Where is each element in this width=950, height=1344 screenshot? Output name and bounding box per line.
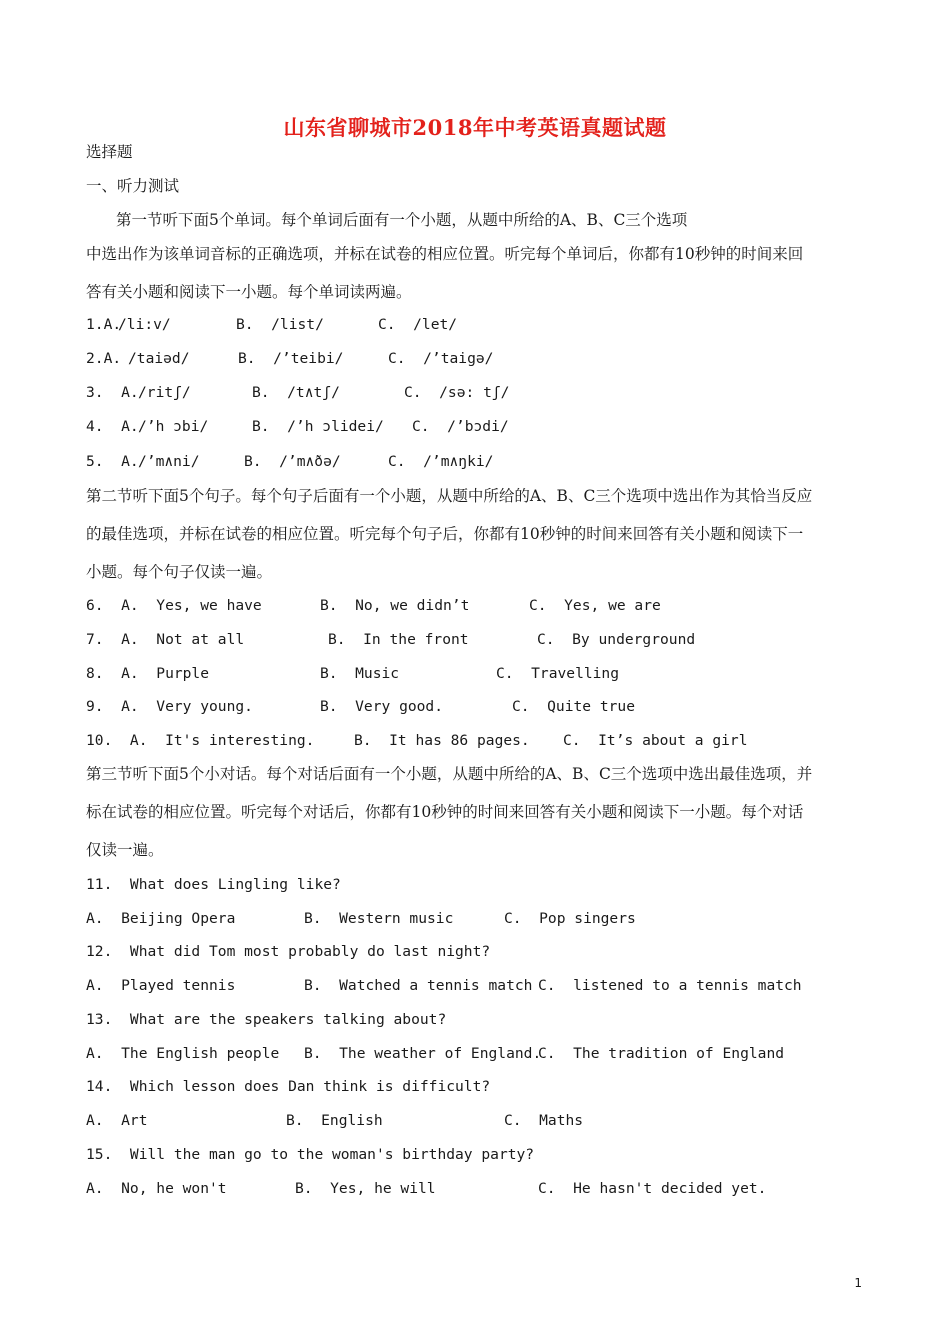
- option-c: C. /’bɔdi/: [412, 418, 509, 435]
- option-c: C. /let/: [378, 316, 458, 333]
- option-a: 9. A. Very young.: [86, 698, 253, 715]
- option-c: C. He hasn't decided yet.: [538, 1180, 767, 1197]
- document-title: 山东省聊城市2018年中考英语真题试题: [283, 115, 667, 140]
- section3-instruction-line1: 第三节听下面5个小对话。每个对话后面有一个小题，从题中所给的A、B、C三个选项中选出最佳选项，并: [86, 765, 813, 783]
- option-c: C. By underground: [537, 631, 696, 648]
- option-a: A. The English people: [86, 1045, 280, 1062]
- option-a: A. Art: [86, 1112, 148, 1129]
- option-a: 6. A. Yes, we have: [86, 597, 262, 614]
- question-row: [86, 349, 494, 369]
- option-c: C. listened to a tennis match: [538, 977, 802, 994]
- option-c: C. Yes, we are: [529, 597, 661, 614]
- option-a: A. Played tennis: [86, 977, 236, 994]
- question-row: [86, 452, 494, 472]
- question-number: 1.A.: [86, 316, 122, 333]
- question-row: [86, 383, 510, 403]
- section-label: 选择题: [86, 143, 133, 161]
- option-c: C. Travelling: [496, 665, 620, 682]
- option-c: C. /sə: tʃ/: [404, 384, 510, 401]
- section3-instruction-line3: 仅读一遍。: [86, 841, 164, 859]
- option-a: 8. A. Purple: [86, 665, 210, 682]
- question-row: [86, 630, 696, 650]
- question-row: [86, 315, 458, 335]
- option-a: /li:v/: [118, 316, 171, 333]
- question-text: 12. What did Tom most probably do last night?: [86, 943, 491, 960]
- option-b: B. Music: [320, 665, 400, 682]
- option-b: B. /list/: [236, 316, 324, 333]
- question-options: [86, 1111, 584, 1131]
- option-b: B. /t∧tʃ/: [252, 384, 340, 401]
- question-stem: [86, 1145, 535, 1165]
- question-number: 3. A.: [86, 384, 139, 401]
- question-row: [86, 417, 509, 437]
- option-b: B. Watched a tennis match: [304, 977, 533, 994]
- question-number: 4. A.: [86, 418, 139, 435]
- question-row: [86, 697, 636, 717]
- question-stem: [86, 1010, 447, 1030]
- option-b: B. /’h ɔlidei/: [252, 418, 384, 435]
- question-row: [86, 596, 661, 616]
- option-b: B. /’m∧ðə/: [244, 453, 341, 470]
- option-b: B. Yes, he will: [295, 1180, 436, 1197]
- question-number: 5. A.: [86, 453, 139, 470]
- question-text: 11. What does Lingling like?: [86, 876, 341, 893]
- question-number: 2.A.: [86, 350, 122, 367]
- option-b: B. In the front: [328, 631, 469, 648]
- option-c: C. /’m∧ŋki/: [388, 453, 494, 470]
- option-a: /’h ɔbi/: [138, 418, 209, 435]
- question-text: 14. Which lesson does Dan think is difficult?: [86, 1078, 491, 1095]
- option-c: C. Quite true: [512, 698, 636, 715]
- option-a: /taiəd/: [128, 350, 190, 367]
- option-b: B. /’teibi/: [238, 350, 344, 367]
- option-a: /ritʃ/: [138, 384, 191, 401]
- section1-instruction-line3: 答有关小题和阅读下一小题。每个单词读两遍。: [86, 283, 412, 301]
- question-options: [86, 909, 636, 929]
- question-text: 13. What are the speakers talking about?: [86, 1011, 447, 1028]
- option-c: C. It’s about a girl: [563, 732, 748, 749]
- section3-instruction-line2: 标在试卷的相应位置。听完每个对话后，你都有10秒钟的时间来回答有关小题和阅读下一小题。每个对话: [86, 803, 804, 821]
- option-b: B. The weather of England.: [304, 1045, 542, 1062]
- question-row: [86, 664, 620, 684]
- question-row: [86, 731, 748, 751]
- page-number: 1: [854, 1276, 862, 1290]
- option-c: C. Maths: [504, 1112, 584, 1129]
- option-b: B. Western music: [304, 910, 454, 927]
- section1-instruction-line2: 中选出作为该单词音标的正确选项，并标在试卷的相应位置。听完每个单词后，你都有10秒钟的时间来回: [86, 245, 804, 263]
- section2-instruction-line1: 第二节听下面5个句子。每个句子后面有一个小题，从题中所给的A、B、C三个选项中选出作为其恰当反应: [86, 487, 813, 505]
- option-c: C. /’taigə/: [388, 350, 494, 367]
- option-b: B. Very good.: [320, 698, 444, 715]
- option-a: A. No, he won't: [86, 1180, 227, 1197]
- option-a: A. Beijing Opera: [86, 910, 236, 927]
- option-b: B. No, we didn’t: [320, 597, 470, 614]
- option-b: B. English: [286, 1112, 383, 1129]
- section2-instruction-line2: 的最佳选项，并标在试卷的相应位置。听完每个句子后，你都有10秒钟的时间来回答有关小题和阅读下一: [86, 525, 804, 543]
- section2-instruction-line3: 小题。每个句子仅读一遍。: [86, 563, 273, 581]
- question-options: [86, 1179, 767, 1199]
- question-stem: [86, 875, 341, 895]
- question-stem: [86, 942, 491, 962]
- question-options: [86, 1044, 785, 1064]
- option-a: 10. A. It's interesting.: [86, 732, 315, 749]
- option-a: /’m∧ni/: [138, 453, 200, 470]
- option-b: B. It has 86 pages.: [354, 732, 530, 749]
- section1-instruction-line1: 第一节听下面5个单词。每个单词后面有一个小题，从题中所给的A、B、C三个选项: [116, 211, 688, 229]
- option-c: C. Pop singers: [504, 910, 636, 927]
- question-text: 15. Will the man go to the woman's birthday party?: [86, 1146, 535, 1163]
- part-heading: 一、听力测试: [86, 177, 180, 195]
- question-stem: [86, 1077, 491, 1097]
- question-options: [86, 976, 802, 996]
- option-a: 7. A. Not at all: [86, 631, 245, 648]
- option-c: C. The tradition of England: [538, 1045, 785, 1062]
